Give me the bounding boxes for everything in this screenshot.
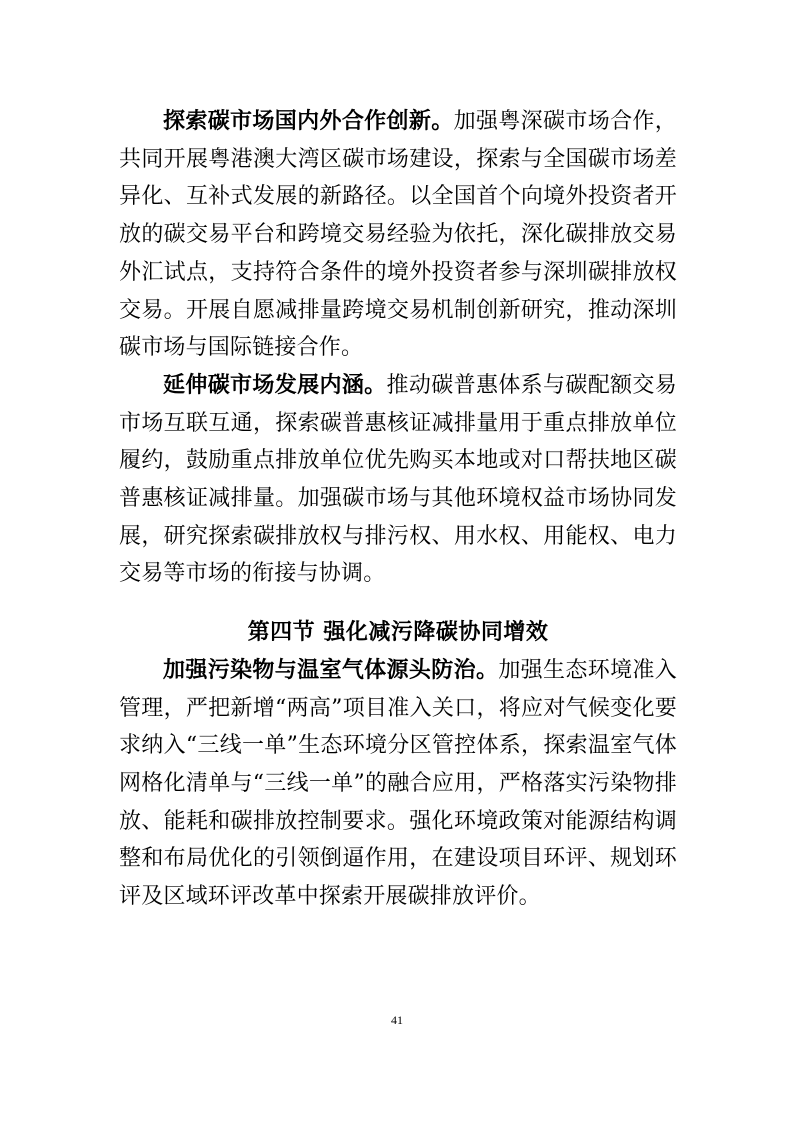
page-content bbox=[119, 103, 677, 916]
paragraph-body-text: 推动碳普惠体系与碳配额交易市场互联互通，探索碳普惠核证减排量用于重点排放单位履约，鼓励重点排放单位优先购买本地或对口帮扶地区碳普惠核证减排量。加强碳市场与其他环境权益市场协同发展，研究探索碳排放权与排污权、用水权、用能权、电力交易等市场的衔接与协调。 bbox=[119, 372, 677, 587]
section-heading: 第四节 强化减污降碳协同增效 bbox=[247, 619, 549, 646]
paragraph-carbon-market-cooperation bbox=[119, 103, 677, 367]
paragraph-lead-heading: 探索碳市场国内外合作创新。 bbox=[163, 109, 454, 134]
paragraph-lead-heading: 延伸碳市场发展内涵。 bbox=[163, 372, 387, 398]
paragraph-pollution-ghg-prevention bbox=[119, 652, 677, 916]
paragraph-body-text: 加强粤深碳市场合作，共同开展粤港澳大湾区碳市场建设，探索与全国碳市场差异化、互补式发展的新路径。以全国首个向境外投资者开放的碳交易平台和跨境交易经验为依托，深化碳排放交易外汇试点，支持符合条件的境外投资者参与深圳碳排放权交易。开展自愿减排量跨境交易机制创新研究，推动深圳碳市场与国际链接合作。 bbox=[119, 109, 677, 361]
paragraph-lead-heading: 加强污染物与温室气体源头防治。 bbox=[163, 657, 499, 683]
paragraph-body-text: 加强生态环境准入管理，严把新增“两高”项目准入关口，将应对气候变化要求纳入“三线一单”生态环境分区管控体系，探索温室气体网格化清单与“三线一单”的融合应用，严格落实污染物排放、能耗和碳排放控制要求。强化环境政策对能源结构调整和布局优化的引领倒逼作用，在建设项目环评、规划环评及区域环评改革中探索开展碳排放评价。 bbox=[119, 657, 677, 910]
paragraph-carbon-market-extension bbox=[119, 367, 677, 593]
page-number: 41 bbox=[391, 1013, 403, 1027]
